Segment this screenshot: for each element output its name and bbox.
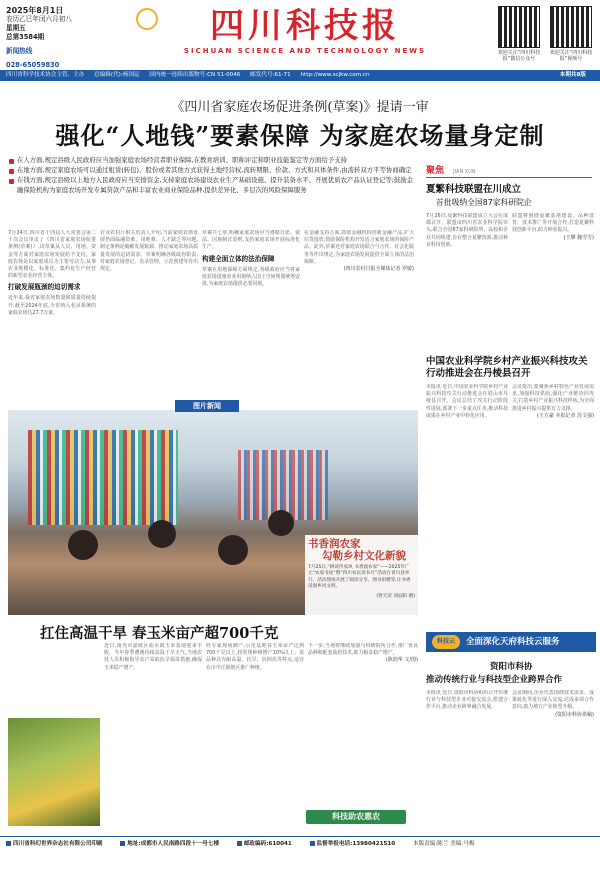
footer-printer: 四川省科幻世界杂志社有限公司印刷 — [6, 841, 103, 847]
subhead: 构建全面立体的法治保障 — [202, 254, 275, 263]
info-editor: 总编辑(代):杨国运 — [94, 72, 140, 78]
byline: (四川农村日报全媒体记者 罗敏) — [343, 266, 414, 273]
story2-column-2 — [206, 643, 304, 828]
right-headline-3-kicker: 资阳市科协 — [490, 662, 533, 672]
weekday: 星期五 — [6, 24, 26, 32]
bullet-icon — [310, 841, 315, 846]
agri-tech-banner[interactable]: 科技助农惠农 — [306, 810, 406, 824]
paragraph: 本报讯 近日,中国农业科学院乡村产业振兴科技攻关行动推进会在眉山市丹棱县召开。会议总结了攻关行动阶段性进展,部署下一步重点任务,推动科技成果在乡村产业中转化应用。 — [426, 384, 508, 419]
child-figure — [218, 535, 248, 565]
qr-caption-left: 欢迎关注“四川科技报”微信公众号 — [497, 50, 541, 62]
paragraph: 会议提出,要聚焦乡村特色产业发展需求,加强科技供给,强化产业链协同攻关,打造乡村产业振兴科技样板,为全面推进乡村振兴提供有力支撑。 — [512, 384, 594, 412]
banner-text: 全面深化天府科技云服务 — [466, 637, 560, 647]
lead-column-4 — [304, 230, 414, 408]
lead-column-3 — [202, 230, 300, 408]
tianfu-cloud-banner[interactable] — [426, 632, 596, 652]
right-headline-3[interactable]: 推动传统行业与科技型企业跨界合作 — [426, 675, 563, 685]
qr-caption-right: 欢迎关注“四川科技报”视频号 — [549, 50, 593, 62]
paragraph: 草案共七章,明确家庭农场应当遵循自愿、依法、因地制宜原则,支持家庭农场开展标准化生产。 — [202, 230, 300, 251]
section-title-en: JIAN XUN — [453, 169, 476, 175]
byline: (王方豪 本报记者 苏文强) — [536, 412, 594, 419]
paragraph: 本报讯 近日,资阳市科协组织召开传统行业与科技型企业对接交流会,搭建合作平台,推动企业跨界融合发展。 — [426, 690, 508, 711]
paragraph: 近日,南充市嘉陵区曲水镇玉米基地迎来丰收。今年春季遭遇持续高温干旱天气,当地农技人员积极指导农户采取抗旱保苗措施,确保玉米稳产增产。 — [104, 643, 202, 671]
right-column-6 — [512, 690, 594, 828]
bullet-icon — [237, 841, 242, 846]
story2-column-1 — [104, 643, 202, 828]
section-title: 聚焦 — [426, 166, 445, 176]
hotline-label: 新闻热线 — [6, 47, 33, 55]
lead-headline[interactable]: 强化“人地钱”要素保障 为家庭农场量身定制 — [55, 121, 545, 150]
photo-caption: 7月25日,“耕读传家风 书香润农家”——2025年广元“农家书屋”暨“四川农民读书月”活动在青川县举行。活动现场开展了阅读分享、图书捐赠等,让书香浸润乡风文明。 — [308, 565, 411, 590]
hotline-number: 028-65059830 — [6, 61, 60, 69]
paragraph: 7月26日,夏繁科技联盟成立大会在成都召开。联盟由四川省农业科学院牵头,联合全国87家科研院所、高校和企业共同组建,旨在整合夏繁资源,推动种业科技创新。 — [426, 213, 508, 248]
info-website-link[interactable]: http://www.scjkw.com.cn — [300, 72, 370, 78]
info-sponsor: 四川省科学技术协会主管、主办 — [6, 72, 85, 78]
bullet-item: 在地方面,规定家庭农场可以通过租赁(转包)、股份或者其他方式获得土地经营权,流转期限、价款、方式和具体条件,由流转双方平等协商确定 — [8, 166, 418, 175]
publication-info-bar — [0, 70, 600, 81]
byline: (资阳市科协供稿) — [555, 711, 594, 718]
subhead: 打破发展瓶颈的迫切需求 — [8, 283, 81, 292]
bullet-icon — [120, 841, 125, 846]
cloud-logo-icon: 科技云 — [432, 635, 460, 649]
right-headline-1[interactable]: 夏繁科技联盟在川成立 — [426, 184, 522, 195]
issue-date: 2025年8月1日 — [6, 6, 64, 15]
lead-kicker: 《四川省家庭农场促进条例(草案)》提请一审 — [171, 100, 429, 115]
lead-column-1 — [8, 230, 96, 408]
photo-news-tag: 图片新闻 — [175, 400, 239, 412]
edition-count: 本期共8版 — [559, 72, 586, 78]
child-figure — [68, 530, 98, 560]
photo-title: 书香润农家 — [308, 538, 361, 550]
logo-sun-icon — [136, 8, 158, 30]
photo-caption-box — [305, 535, 418, 615]
lead-bullets — [8, 156, 418, 196]
story2-column-3 — [308, 643, 418, 828]
photo-corn-harvest[interactable] — [8, 718, 100, 826]
right-column-1 — [426, 213, 508, 353]
right-column-2 — [512, 213, 594, 353]
right-headline-2[interactable]: 中国农业科学院乡村产业振兴科技攻关行动推进会在丹棱县召开 — [426, 356, 588, 379]
paragraph: 农业农村厅相关负责人介绍,当前家庭农场发展仍面临融资难、用地难、人才缺乏等问题,制定条例是破解发展瓶颈、推动家庭农场高质量发展的迫切需求。草案明确各级政府职责,对家庭农场登记、名录管理、示范创建等作出规定。 — [100, 230, 198, 273]
byline: (陈润华 文/图) — [385, 657, 418, 664]
paragraph: 下一步,当地将继续加强与科研院所合作,推广优良品种和配套栽培技术,助力粮食稳产增产。 — [308, 643, 418, 657]
masthead-info — [6, 6, 126, 70]
info-cn-number: 国内统一连续出版物号:CN 51-0046 — [149, 72, 241, 78]
paragraph: 在金融支持方面,鼓励金融机构创新金融产品,扩大信贷投放;鼓励保险机构开发适合家庭农场的保险产品。此外,草案还对家庭农场联合与合作、社会化服务等作出规定,为家庭农场发展提供全面立体的法治保障。 — [304, 230, 414, 265]
child-figure — [148, 520, 176, 548]
footer-hotline: 监督举报电话:13980421510 — [310, 841, 396, 847]
wechat-qr-code-icon[interactable] — [498, 6, 540, 48]
bookshelf — [28, 430, 178, 525]
bullet-icon — [6, 841, 11, 846]
bullet-item: 在人方面,规定县级人民政府应当加强家庭农场经营者职业保障,在教育培训、职称评定和职业技能鉴定等方面给予支持 — [8, 156, 418, 165]
newspaper-logo: 四川科技报 — [210, 6, 400, 46]
right-column-4 — [512, 384, 594, 626]
issue-number: 总第3584期 — [6, 33, 45, 41]
paragraph: 联盟将围绕夏繁基地建设、品种选育、技术推广等开展合作,打造夏繁科技创新平台,助力种业振兴。 — [512, 213, 594, 234]
newspaper-logo-en: SICHUAN SCIENCE AND TECHNOLOGY NEWS — [183, 47, 427, 55]
paragraph: 近年来,我省家庭农场数量和质量持续提升,截至2024年底,全省纳入名录系统的家庭农场达27.7万家。 — [8, 295, 96, 316]
section-header — [426, 158, 592, 178]
lead-column-2 — [100, 230, 198, 408]
paragraph: 经专家现场测产,示范基地春玉米亩产达到700千克以上,较常规种植增产10%以上。该品种具有耐高温、抗旱、抗倒伏等特点,适宜在川中丘陵地区推广种植。 — [206, 643, 304, 671]
page-footer — [0, 836, 600, 850]
info-postal-code: 邮发代号:61-71 — [250, 72, 291, 78]
paragraph: 草案在用地保障方面规定,各级政府应当将家庭农场设施农业用地纳入国土空间规划统筹安排,为家庭农场提供必要用地。 — [202, 266, 300, 288]
footer-editors: 本版责编:陈兰 美编:马梅 — [412, 841, 475, 847]
story2-headline[interactable]: 扛住高温干旱 春玉米亩产超700千克 — [40, 625, 279, 642]
video-qr-code-icon[interactable] — [550, 6, 592, 48]
photo-title: 勾勒乡村文化新貌 — [322, 550, 406, 562]
paragraph: 7月24日,四川省十四届人大常委会第二十次会议审议了《四川省家庭农场促进条例(草案)》,该草案从人员、用地、资金等方面对家庭农场发展给予支持。家庭农场是以家庭成员为主要劳动力,从事农业规模化、标准化、集约化生产经营的新型农业经营主体。 — [8, 230, 96, 280]
photo-credit: (贾天荣 刘辰阳 摄) — [376, 593, 415, 599]
child-figure — [268, 510, 294, 536]
paragraph: 会议期间,企业代表围绕技术需求、成果转化等进行深入交流,达成多项合作意向,助力地方产业转型升级。 — [512, 690, 594, 711]
right-subheadline-1: 首批吸纳全国87家科研院企 — [436, 198, 532, 207]
right-column-5 — [426, 690, 508, 828]
footer-address: 地址:成都市人民南路四段十一号七楼 — [120, 841, 219, 847]
right-column-3 — [426, 384, 508, 626]
bullet-item: 在钱方面,规定县级以上地方人民政府应当安排资金,支持家庭农场建设农业生产基础设施、提升装备水平、开展优质农产品认证登记等;鼓励金融保险机构为家庭农场开发专属贷款产品和丰富农业商业保险品种,提供差异化、多层次的风险保障服务 — [8, 176, 418, 194]
footer-postcode: 邮政编码:610041 — [237, 841, 292, 847]
lunar-date: 农历乙巳年闰六月初八 — [6, 15, 72, 23]
byline: (王攀 魏雪雪) — [563, 234, 594, 241]
